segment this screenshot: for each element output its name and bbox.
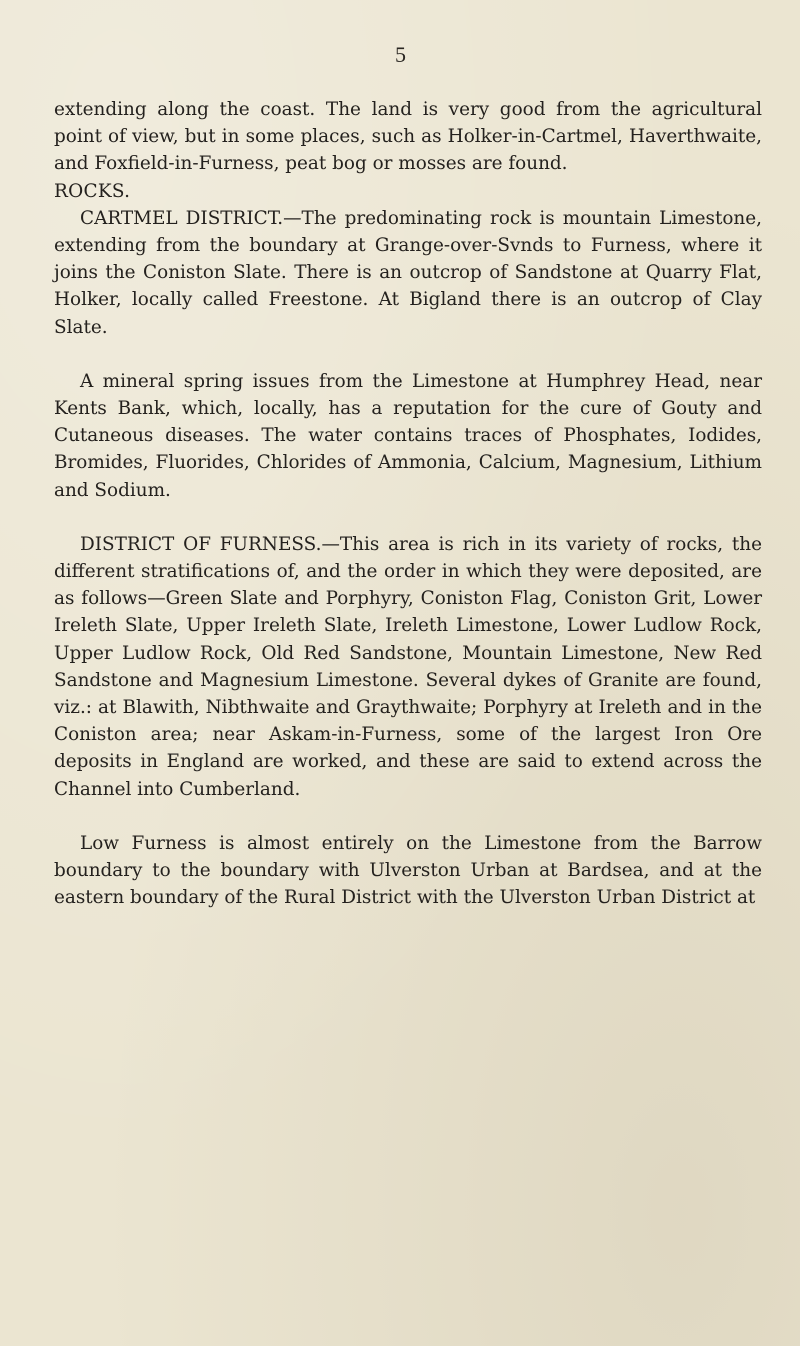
paragraph-cartmel	[54, 205, 762, 341]
paragraph-furness	[54, 531, 762, 803]
paragraph-coast: extending along the coast. The land is very good from the agricultural point of view, but in some places, such as Holker-in-Cartmel, Haverthwaite, and Foxfield-in-Furness, peat bog or mosses are found.	[54, 99, 762, 175]
paragraph-mineral-spring: A mineral spring issues from the Limestone at Humphrey Head, near Kents Bank, which, locally, has a reputation for the cure of Gouty and Cutaneous diseases. The water contains traces of Phosphates, Iodides, Bromides, Fluorides, Chlorides of Ammonia, Calcium, Magnesium, Lithium and Sodium.	[54, 370, 762, 501]
cartmel-district-title: CARTMEL DISTRICT.	[80, 207, 284, 229]
section-heading-rocks: ROCKS.	[54, 180, 131, 202]
paragraph-low-furness: Low Furness is almost entirely on the Limestone from the Barrow boundary to the boundary with Ulverston Urban at Bardsea, and at the eastern boundary of the Rural District with the Ulverston Urban District at	[54, 832, 762, 909]
furness-district-text: —This area is rich in its variety of rocks, the different stratifications of, and the order in which they were deposited, are as follows—Green Slate and Porphyry, Coniston Flag, Coniston Grit, Lower Ireleth Slate, Upper Ireleth Slate, Ireleth Limestone, Lower Ludlow Rock, Upper Ludlow Rock, Old Red Sandstone, Mountain Limestone, New Red Sandstone and Magnesium Limestone. Several dykes of Granite are found, viz.: at Blawith, Nibthwaite and Graythwaite; Porphyry at Ireleth and in the Coniston area; near Askam-in-Furness, some of the largest Iron Ore deposits in England are worked, and these are said to extend across the Channel into Cumberland.	[54, 533, 762, 800]
page-number: 5	[395, 42, 406, 67]
page-content	[54, 96, 762, 911]
furness-district-title: DISTRICT OF FURNESS.	[80, 533, 322, 555]
cartmel-district-text: —The predominating rock is mountain Limestone, extending from the boundary at Grange-over-Svnds to Furness, where it joins the Coniston Slate. There is an outcrop of Sandstone at Quarry Flat, Holker, locally called Freestone. At Bigland there is an outcrop of Clay Slate.	[54, 207, 762, 338]
